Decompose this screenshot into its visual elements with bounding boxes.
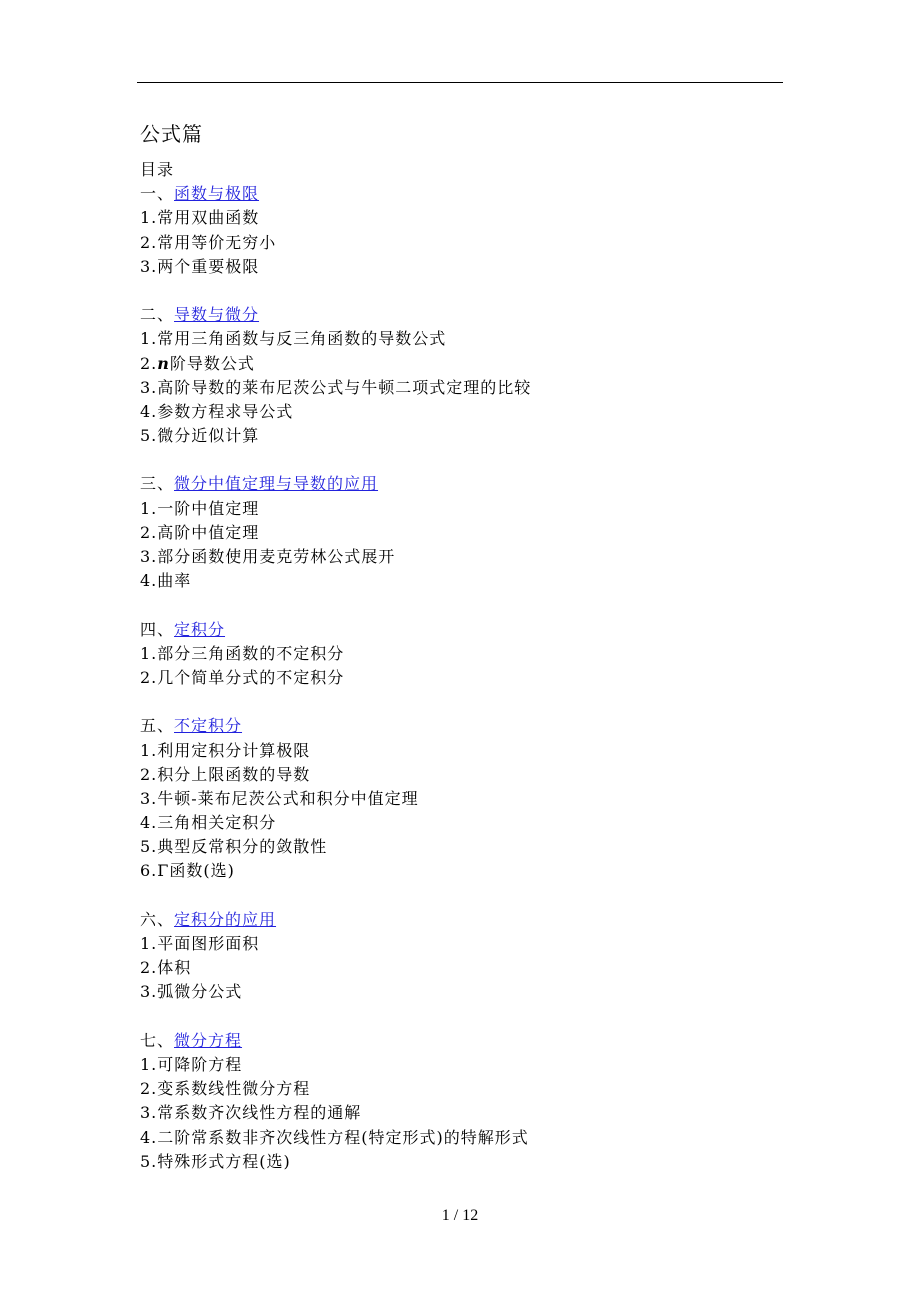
section-prefix: 二、 (140, 305, 175, 325)
section-link[interactable]: 微分方程 (174, 1030, 243, 1050)
toc-section (140, 618, 780, 691)
toc-item: 1.常用双曲函数 (140, 208, 260, 228)
toc-item: 4.二阶常系数非齐次线性方程(特定形式)的特解形式 (140, 1127, 529, 1147)
toc-item: 1.部分三角函数的不定积分 (140, 643, 345, 663)
section-heading (140, 303, 780, 327)
section-heading (140, 908, 780, 932)
toc-item: 2.n阶导数公式 (140, 353, 255, 373)
toc-item: 3.高阶导数的莱布尼茨公式与牛顿二项式定理的比较 (140, 377, 532, 397)
toc-section (140, 714, 780, 883)
toc-item: 4.三角相关定积分 (140, 813, 277, 833)
page-number: 1 / 12 (441, 1207, 479, 1224)
section-heading (140, 1029, 780, 1053)
math-variable-n: n (157, 353, 170, 373)
toc-item: 3.牛顿-莱布尼茨公式和积分中值定理 (140, 788, 419, 808)
toc-item: 1.常用三角函数与反三角函数的导数公式 (140, 329, 447, 349)
table-of-contents (140, 182, 780, 1174)
toc-item: 5.特殊形式方程(选) (140, 1151, 291, 1171)
toc-item: 2.几个简单分式的不定积分 (140, 667, 345, 687)
toc-item: 1.可降阶方程 (140, 1054, 243, 1074)
toc-item: 2.变系数线性微分方程 (140, 1079, 311, 1099)
toc-item: 1.平面图形面积 (140, 934, 260, 953)
toc-section (140, 182, 780, 279)
toc-item: 3.两个重要极限 (140, 256, 260, 276)
section-link[interactable]: 定积分的应用 (174, 909, 277, 929)
section-link[interactable]: 函数与极限 (174, 184, 260, 204)
section-heading (140, 714, 780, 738)
toc-section (140, 303, 780, 448)
toc-item: 3.弧微分公式 (140, 982, 243, 1002)
toc-item: 3.部分函数使用麦克劳林公式展开 (140, 547, 396, 566)
section-link[interactable]: 不定积分 (174, 716, 243, 736)
toc-item: 2.高阶中值定理 (140, 522, 260, 542)
section-prefix: 一、 (140, 184, 175, 204)
toc-section (140, 1029, 780, 1174)
section-link[interactable]: 定积分 (174, 619, 226, 639)
toc-item: 6.Γ函数(选) (140, 861, 235, 881)
toc-label: 目录 (140, 160, 175, 179)
section-prefix: 三、 (140, 474, 175, 494)
toc-item: 3.常系数齐次线性方程的通解 (140, 1103, 362, 1123)
section-link[interactable]: 导数与微分 (174, 305, 260, 325)
toc-item: 1.利用定积分计算极限 (140, 740, 311, 760)
toc-section (140, 472, 780, 593)
section-prefix: 四、 (140, 619, 175, 639)
toc-item: 5.微分近似计算 (140, 426, 260, 446)
toc-item: 2.常用等价无穷小 (140, 232, 277, 252)
toc-item: 4.曲率 (140, 571, 192, 591)
section-heading (140, 618, 780, 642)
section-prefix: 七、 (140, 1030, 175, 1050)
toc-item: 2.体积 (140, 958, 192, 978)
toc-item: 2.积分上限函数的导数 (140, 764, 311, 784)
header-divider (137, 82, 783, 83)
page-title: 公式篇 (140, 122, 203, 146)
section-link[interactable]: 微分中值定理与导数的应用 (174, 474, 379, 494)
toc-item: 4.参数方程求导公式 (140, 401, 294, 421)
section-prefix: 五、 (140, 716, 175, 736)
toc-section (140, 908, 780, 1005)
toc-item: 1.一阶中值定理 (140, 498, 260, 518)
toc-item: 5.典型反常积分的敛散性 (140, 837, 328, 857)
section-heading (140, 182, 780, 206)
section-heading (140, 472, 780, 496)
document-body (140, 118, 780, 1174)
section-prefix: 六、 (140, 909, 175, 929)
